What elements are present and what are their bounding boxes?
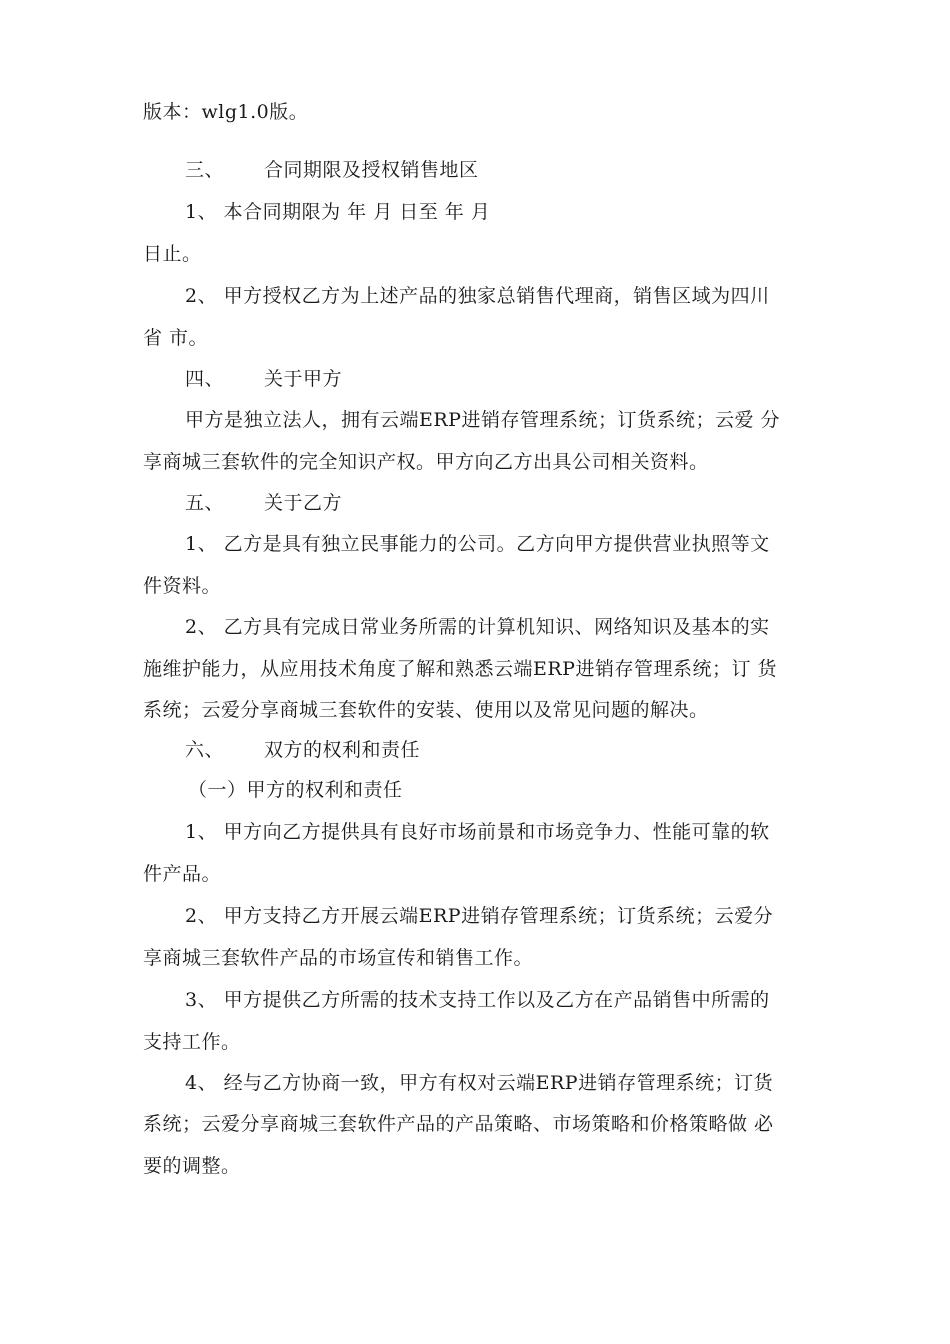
- section-4-number: 四、: [185, 368, 225, 390]
- section-3-item-1-line-1: 1、 本合同期限为 年 月 日至 年 月: [185, 201, 491, 223]
- section-3-item-1-line-2: 日止。: [143, 243, 202, 265]
- section-5-item-2-line-1: 2、 乙方具有完成日常业务所需的计算机知识、网络知识及基本的实: [185, 616, 770, 638]
- section-4-heading: [185, 367, 342, 391]
- section-6-item-2-line-2: 享商城三套软件产品的市场宣传和销售工作。: [143, 947, 534, 969]
- section-6-item-2-line-1: 2、 甲方支持乙方开展云端ERP进销存管理系统；订货系统；云爱分: [185, 905, 774, 927]
- section-4-para-line-1: 甲方是独立法人，拥有云端ERP进销存管理系统；订货系统；云爱 分: [185, 409, 781, 431]
- section-6-item-3-line-2: 支持工作。: [143, 1031, 241, 1053]
- section-6-item-4-line-1: 4、 经与乙方协商一致，甲方有权对云端ERP进销存管理系统；订货: [185, 1072, 774, 1094]
- section-6-title: 双方的权利和责任: [264, 739, 421, 761]
- section-3-item-2-line-2: 省 市。: [143, 327, 209, 349]
- section-6-sub-1: （一）甲方的权利和责任: [188, 779, 403, 801]
- section-6-heading: [185, 738, 420, 762]
- section-3-heading: [185, 158, 479, 182]
- section-5-number: 五、: [185, 492, 225, 514]
- section-3-number: 三、: [185, 159, 225, 181]
- section-5-item-2-line-3: 系统；云爱分享商城三套软件的安装、使用以及常见问题的解决。: [143, 699, 709, 721]
- section-6-item-1-line-2: 件产品。: [143, 863, 222, 885]
- section-4-para-line-2: 享商城三套软件的完全知识产权。甲方向乙方出具公司相关资料。: [143, 451, 709, 473]
- section-5-heading: [185, 491, 342, 515]
- section-5-title: 关于乙方: [264, 492, 343, 514]
- section-3-title: 合同期限及授权销售地区: [264, 159, 479, 181]
- section-6-item-4-line-2: 系统；云爱分享商城三套软件产品的产品策略、市场策略和价格策略做 必: [143, 1113, 774, 1135]
- section-6-number: 六、: [185, 739, 225, 761]
- section-5-item-1-line-1: 1、 乙方是具有独立民事能力的公司。乙方向甲方提供营业执照等文: [185, 533, 770, 555]
- section-3-item-2-line-1: 2、 甲方授权乙方为上述产品的独家总销售代理商，销售区域为四川: [185, 285, 770, 307]
- section-6-item-1-line-1: 1、 甲方向乙方提供具有良好市场前景和市场竞争力、性能可靠的软: [185, 821, 770, 843]
- section-6-item-4-line-3: 要的调整。: [143, 1155, 241, 1177]
- version-line: 版本：wlg1.0版。: [143, 101, 309, 123]
- section-6-item-3-line-1: 3、 甲方提供乙方所需的技术支持工作以及乙方在产品销售中所需的: [185, 989, 770, 1011]
- section-5-item-1-line-2: 件资料。: [143, 575, 222, 597]
- section-5-item-2-line-2: 施维护能力，从应用技术角度了解和熟悉云端ERP进销存管理系统；订 货: [143, 658, 778, 680]
- section-4-title: 关于甲方: [264, 368, 343, 390]
